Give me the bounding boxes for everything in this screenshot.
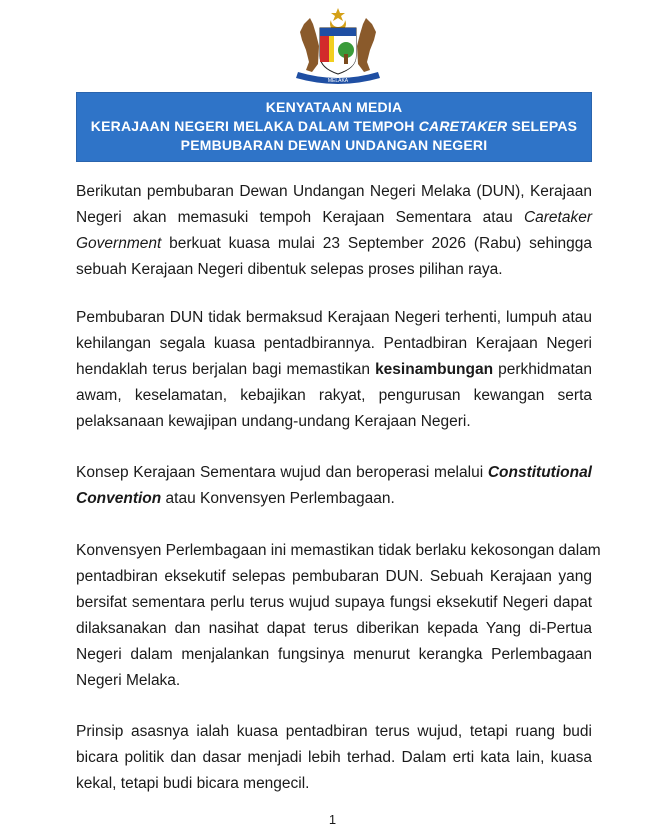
paragraph-line [76,486,592,512]
text-run: berkuat kuasa mulai 23 September 2026 (Rabu) sehingga [161,235,592,252]
paragraph-4 [76,538,601,694]
bold-italic-run: Convention [76,490,162,507]
bold-italic-run: Constitutional [487,464,592,481]
paragraph-line: Berikutan pembubaran Dewan Undangan Negeri Melaka (DUN), Kerajaan [76,183,592,200]
melaka-coat-of-arms-logo [286,6,390,86]
header-subtitle-line1 [77,117,591,136]
paragraph-line: Negeri dalam menjalankan fungsinya menurut kerangka Perlembagaan [76,646,592,663]
header-banner [76,92,592,162]
italic-run: Caretaker [523,209,592,226]
paragraph-line: pentadbiran eksekutif selepas pembubaran DUN. Sebuah Kerajaan yang [76,568,592,585]
paragraph-line [76,231,592,257]
paragraph-line: Prinsip asasnya ialah kuasa pentadbiran terus wujud, tetapi ruang budi [76,723,592,740]
header-subtitle-line2: PEMBUBARAN DEWAN UNDANGAN NEGERI [180,137,488,153]
star-icon [331,8,345,21]
paragraph-line: awam, keselamatan, kebajikan rakyat, pengurusan kewangan serta [76,387,592,404]
italic-run: Government [76,235,162,252]
subtitle-italic: CARETAKER [418,118,508,134]
paragraph-line: bicara politik dan dasar menjadi lebih terhad. Dalam erti kata lain, kuasa [76,749,592,766]
paragraph-line: dilaksanakan dan nasihat dapat terus diberikan kepada Yang di-Pertua [76,620,592,637]
paragraph-3 [76,460,592,512]
subtitle-text: KERAJAAN NEGERI MELAKA DALAM TEMPOH [90,118,419,134]
left-mouse-deer-supporter [300,18,319,72]
paragraph-line: Negeri Melaka. [76,672,181,689]
paragraph-1 [76,179,592,283]
paragraph-line: pelaksanaan kewajipan undang-undang Kerajaan Negeri. [76,413,471,430]
paragraph-line: bersifat sementara perlu terus wujud supaya fungsi eksekutif Negeri dapat [76,594,592,611]
bold-run: kesinambungan [375,361,494,378]
text-run: hendaklah terus berjalan bagi memastikan [76,361,376,378]
scroll-text: MELAKA [327,78,349,84]
paragraph-line [76,357,592,383]
paragraph-line: sebuah Kerajaan Negeri dibentuk selepas proses pilihan raya. [76,261,503,278]
paragraph-2 [76,305,592,435]
text-run: perkhidmatan [493,361,592,378]
header-title: KENYATAAN MEDIA [265,99,403,115]
paragraph-line [76,205,592,231]
right-mouse-deer-supporter [357,18,376,72]
text-run: atau Konvensyen Perlembagaan. [161,490,395,507]
page-number: 1 [328,812,337,827]
paragraph-line [76,460,592,486]
text-run: Negeri akan memasuki tempoh Kerajaan Sementara atau [76,209,524,226]
paragraph-line: Pembubaran DUN tidak bermaksud Kerajaan Negeri terhenti, lumpuh atau [76,309,592,326]
paragraph-5 [76,719,592,797]
paragraph-line: Konvensyen Perlembagaan ini memastikan tidak berlaku kekosongan dalam [76,542,601,559]
subtitle-text-end: SELEPAS [507,118,578,134]
paragraph-line: kehilangan segala kuasa pentadbirannya. Pentadbiran Kerajaan Negeri [76,335,592,352]
paragraph-line: kekal, tetapi budi bicara mengecil. [76,775,310,792]
text-run: Konsep Kerajaan Sementara wujud dan beroperasi melalui [76,464,488,481]
